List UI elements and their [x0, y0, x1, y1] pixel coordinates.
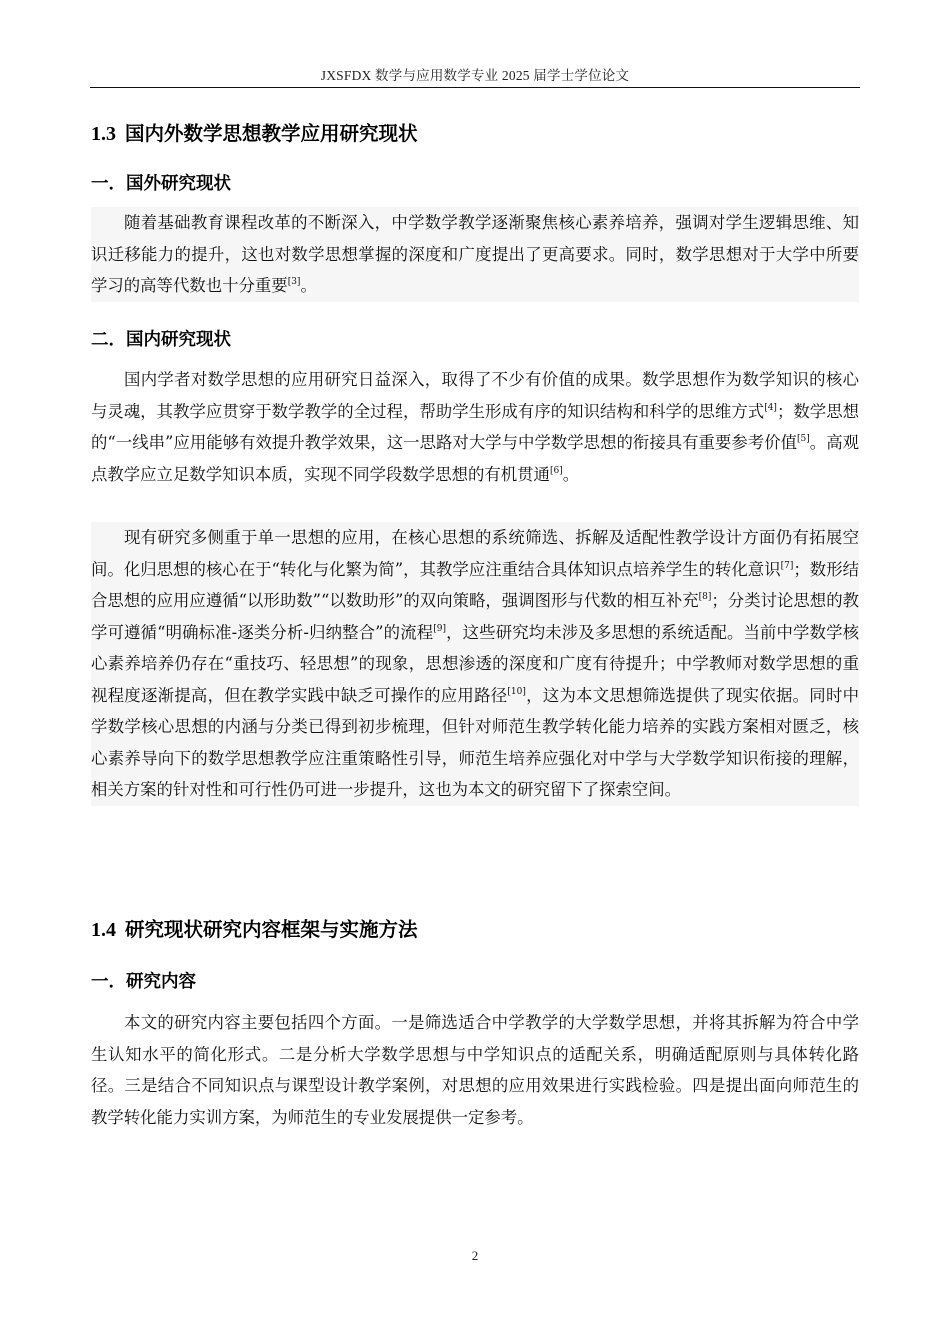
subsection-heading-foreign: 一．国外研究现状 [91, 174, 231, 194]
section-heading-1-3 [91, 118, 418, 146]
citation-ref: [8] [698, 592, 712, 602]
paragraph-domestic-research-1: 国内学者对数学思想的应用研究日益深入，取得了不少有价值的成果。数学思想作为数学知识的核心与灵魂，其教学应贯穿于数学教学的全过程，帮助学生形成有序的知识结构和科学的思维方式[4]；数学思想的“一线串”应用能够有效提升教学效果，这一思路对大学与中学数学思想的衔接具有重要参考价值[5]。高观点教学应立足数学知识本质，实现不同学段数学思想的有机贯通[6]。 [91, 370, 860, 484]
section-number: 1.3 [91, 123, 116, 145]
section-heading-1-4 [91, 914, 418, 942]
page-number: 2 [471, 1248, 479, 1263]
citation-ref: [7] [780, 560, 794, 571]
running-header: JXSFDX 数学与应用数学专业 2025 届学士学位论文 [320, 68, 630, 83]
section-number: 1.4 [91, 919, 116, 941]
citation-ref: [6] [549, 465, 563, 476]
header-rule [90, 87, 860, 88]
citation-ref: [9] [433, 623, 446, 634]
citation-ref: [4] [764, 402, 777, 413]
subsection-heading-domestic: 二．国内研究现状 [91, 330, 231, 350]
paragraph-foreign-research: 随着基础教育课程改革的不断深入，中学数学教学逐渐聚焦核心素养培养，强调对学生逻辑思维、知识迁移能力的提升，这也对数学思想掌握的深度和广度提出了更高要求。同时，数学思想对于大学中所要学习的高等代数也十分重要[3]。 [91, 207, 859, 302]
citation-ref: [5] [797, 434, 810, 444]
citation-ref: [3] [287, 277, 301, 287]
paragraph-domestic-research-2: 现有研究多侧重于单一思想的应用，在核心思想的系统筛选、拆解及适配性教学设计方面仍有拓展空间。化归思想的核心在于“转化与化繁为简”，其教学应注重结合具体知识点培养学生的转化意识[7]；数形结合思想的应用应遵循“以形助数”“以数助形”的双向策略，强调图形与代数的相互补充[8]；分类讨论思想的教学可遵循“明确标准-逐类分析-归纳整合”的流程[9]，这些研究均未涉及多思想的系统适配。当前中学数学核心素养培养仍存在“重技巧、轻思想”的现象，思想渗透的深度和广度有待提升；中学教师对数学思想的重视程度逐渐提高，但在教学实践中缺乏可操作的应用路径[10]，这为本文思想筛选提供了现实依据。同时中学数学核心思想的内涵与分类已得到初步梳理，但针对师范生教学转化能力培养的实践方案相对匮乏，核心素养导向下的数学思想教学应注重策略性引导，师范生培养应强化对中学与大学数学知识衔接的理解，相关方案的针对性和可行性仍可进一步提升，这也为本文的研究留下了探索空间。 [91, 522, 859, 806]
paragraph-research-content: 本文的研究内容主要包括四个方面。一是筛选适合中学教学的大学数学思想，并将其拆解为符合中学生认知水平的简化形式。二是分析大学数学思想与中学知识点的适配关系，明确适配原则与具体转化路径。三是结合不同知识点与课型设计教学案例，对思想的应用效果进行实践检验。四是提出面向师范生的教学转化能力实训方案，为师范生的专业发展提供一定参考。 [91, 1013, 859, 1127]
section-title: 国内外数学思想教学应用研究现状 [125, 122, 418, 145]
citation-ref: [10] [507, 686, 526, 697]
subsection-heading-research-content: 一．研究内容 [91, 972, 196, 992]
section-title: 研究现状研究内容框架与实施方法 [125, 918, 418, 941]
